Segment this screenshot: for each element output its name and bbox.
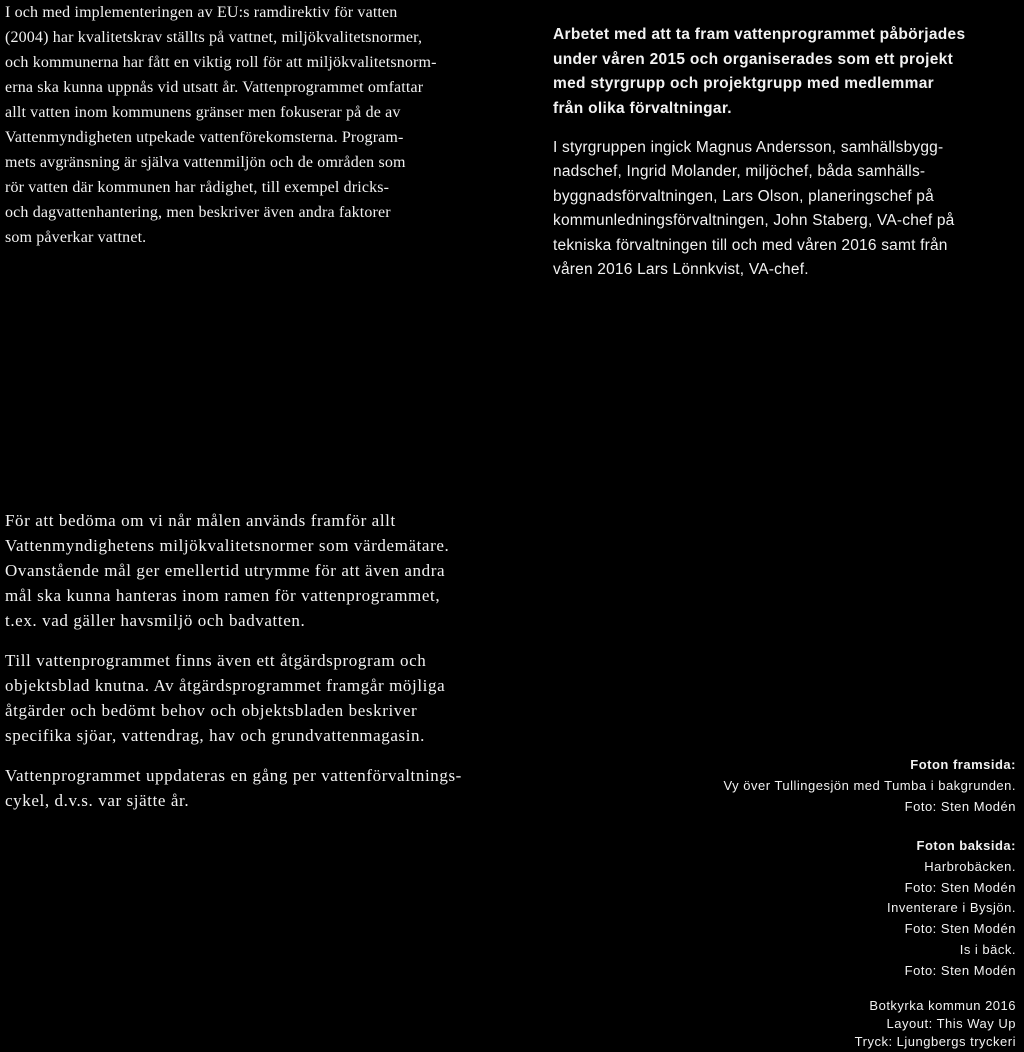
- project-lead-line: med styrgrupp och projektgrupp med medlemmar: [553, 75, 934, 92]
- back-photo-credit-line: Inventerare i Bysjön.: [886, 900, 1016, 916]
- project-lead-paragraph: [553, 23, 965, 121]
- steering-group-line: I styrgruppen ingick Magnus Andersson, samhällsbygg-: [553, 138, 944, 156]
- goals-text-line: specifika sjöar, vattendrag, hav och grundvattenmagasin.: [5, 726, 426, 745]
- publisher-credit-line: Tryck: Ljungbergs tryckeri: [854, 1034, 1016, 1049]
- goals-text-line: Vattenprogrammet uppdateras en gång per vattenförvaltnings-: [5, 766, 462, 785]
- intro-text-line: som påverkar vattnet.: [5, 229, 147, 246]
- steering-group-line: våren 2016 Lars Lönnkvist, VA-chef.: [553, 261, 809, 279]
- intro-text-line: (2004) har kvalitetskrav ställts på vattnet, miljökvalitetsnormer,: [5, 29, 423, 46]
- front-photo-credit-line: Vy över Tullingesjön med Tumba i bakgrunden.: [723, 778, 1016, 793]
- goals-text-line: Vattenmyndighetens miljökvalitetsnormer som värdemätare.: [5, 536, 450, 555]
- project-lead-line: från olika förvaltningar.: [553, 99, 732, 117]
- goals-section: [5, 508, 462, 813]
- goals-paragraph-action-program: [5, 648, 462, 748]
- intro-text-line: erna ska kunna uppnås vid utsatt år. Vattenprogrammet omfattar: [5, 79, 424, 96]
- front-photo-credits: [723, 754, 1016, 817]
- publisher-credits: [855, 997, 1016, 1051]
- back-photo-credit-line: Foto: Sten Modén: [904, 962, 1016, 978]
- intro-text-line: I och med implementeringen av EU:s ramdirektiv för vatten: [5, 4, 398, 21]
- front-photo-credit-lines: [723, 775, 1016, 817]
- goals-text-line: cykel, d.v.s. var sjätte år.: [5, 791, 190, 810]
- intro-text-line: rör vatten där kommunen har rådighet, till exempel dricks-: [5, 179, 390, 196]
- front-photo-heading: Foton framsida:: [910, 757, 1016, 772]
- back-photo-credits: [887, 836, 1016, 982]
- back-photo-credit-line: Harbrobäcken.: [924, 858, 1016, 874]
- goals-paragraph-assessment: [5, 508, 462, 633]
- intro-text-line: och dagvattenhantering, men beskriver även andra faktorer: [5, 204, 391, 221]
- back-photo-credit-lines: [887, 857, 1016, 982]
- back-photo-heading: Foton baksida:: [916, 838, 1016, 853]
- intro-text-line: Vattenmyndigheten utpekade vattenförekomsterna. Program-: [5, 129, 404, 146]
- back-photo-credit-line: Is i bäck.: [959, 941, 1016, 957]
- back-photo-credit-line: Foto: Sten Modén: [904, 879, 1016, 895]
- steering-group-line: nadschef, Ingrid Molander, miljöchef, båda samhälls-: [553, 163, 926, 181]
- intro-text-line: allt vatten inom kommunens gränser men fokuserar på de av: [5, 104, 401, 121]
- goals-text-line: åtgärder och bedömt behov och objektsbladen beskriver: [5, 701, 418, 720]
- goals-text-line: t.ex. vad gäller havsmiljö och badvatten.: [5, 611, 306, 630]
- steering-group-paragraph: [553, 136, 965, 283]
- publisher-credit-line: Layout: This Way Up: [886, 1016, 1016, 1031]
- project-lead-line: under våren 2015 och organiserades som ett projekt: [553, 50, 954, 68]
- steering-group-line: byggnadsförvaltningen, Lars Olson, planeringschef på: [553, 187, 934, 205]
- front-photo-credit-line: Foto: Sten Modén: [904, 799, 1016, 814]
- intro-text-line: mets avgränsning är själva vattenmiljön och de områden som: [5, 154, 406, 171]
- back-photo-credit-line: Foto: Sten Modén: [904, 921, 1016, 937]
- goals-text-line: För att bedöma om vi når målen används framför allt: [5, 511, 396, 530]
- publisher-credit-line: Botkyrka kommun 2016: [869, 998, 1016, 1013]
- goals-paragraph-update-cycle: [5, 763, 462, 813]
- goals-text-line: objektsblad knutna. Av åtgärdsprogrammet framgår möjliga: [5, 676, 446, 695]
- intro-text-line: och kommunerna har fått en viktig roll för att miljökvalitetsnorm-: [5, 54, 437, 71]
- steering-group-line: kommunledningsförvaltningen, John Staberg, VA-chef på: [553, 212, 955, 230]
- project-lead-line: Arbetet med att ta fram vattenprogrammet påbörjades: [553, 26, 966, 43]
- goals-text-line: mål ska kunna hanteras inom ramen för vattenprogrammet,: [5, 586, 441, 605]
- goals-text-line: Till vattenprogrammet finns även ett åtgärdsprogram och: [5, 651, 427, 670]
- intro-paragraph: [5, 0, 437, 250]
- goals-text-line: Ovanstående mål ger emellertid utrymme för att även andra: [5, 561, 446, 580]
- project-section: [553, 23, 965, 283]
- steering-group-line: tekniska förvaltningen till och med våren 2016 samt från: [553, 236, 948, 254]
